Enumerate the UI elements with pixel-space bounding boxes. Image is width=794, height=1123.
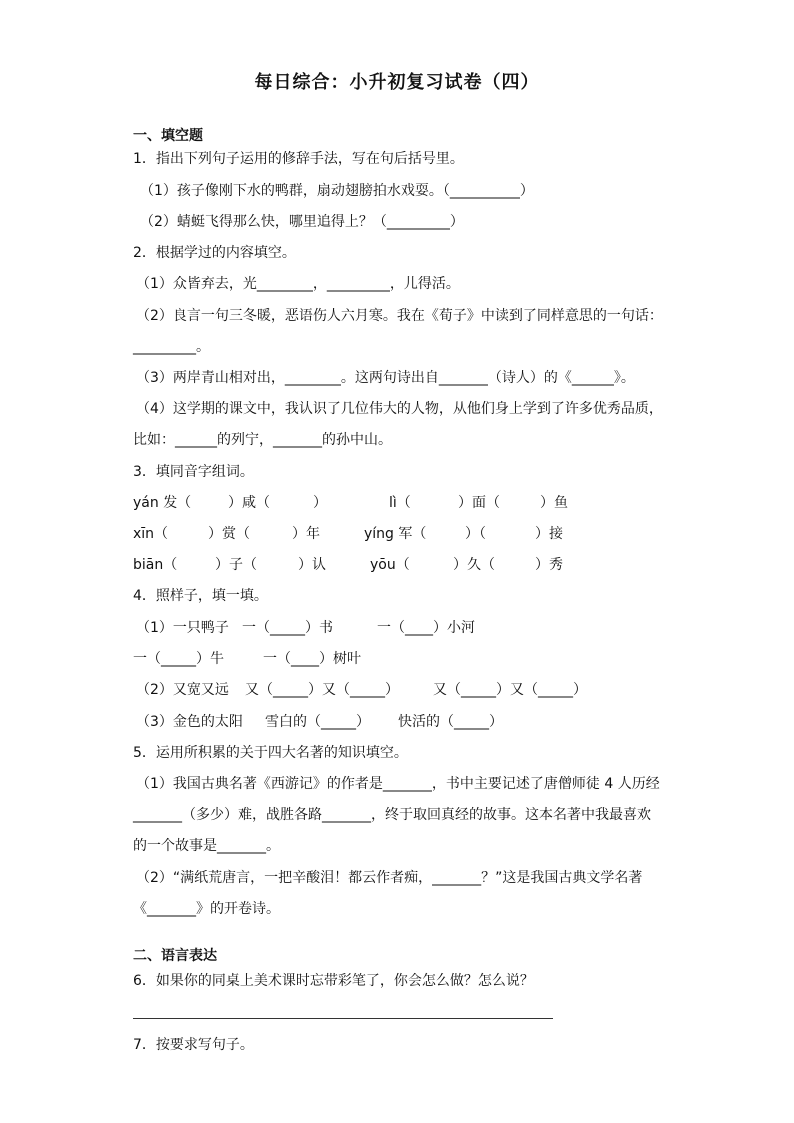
homophone-cell: ）子（: [215, 557, 257, 573]
question-1-stem: 1．指出下列句子运用的修辞手法，写在句后括号里。: [133, 151, 464, 167]
question-4-blank: 一（____）小河: [377, 620, 475, 636]
question-2-item-2-answer: _________。: [133, 339, 210, 355]
question-4-blank: 一（____）树叶: [263, 651, 361, 667]
homophone-cell: ）赏（: [208, 526, 250, 542]
homophone-cell: xīn（: [133, 526, 169, 542]
homophone-cell: ）认: [298, 557, 326, 573]
section-heading-fill-blanks: 一、填空题: [133, 128, 203, 144]
homophone-cell: ）鱼: [540, 495, 568, 511]
question-1-item-2: （2）蜻蜓飞得那么快，哪里追得上？（_________）: [140, 214, 464, 230]
homophone-cell: lì（: [389, 495, 411, 511]
question-4-blank: 一（_____）书: [242, 620, 333, 636]
question-4-example: （2）又宽又远: [136, 682, 229, 698]
homophone-cell: yán 发（: [133, 495, 192, 511]
question-5-item-2: （2）“满纸荒唐言，一把辛酸泪！都云作者痴，_______？”这是我国古典文学名著: [136, 870, 643, 886]
question-4-blank: 快活的（_____）: [398, 714, 503, 730]
section-heading-language-expression: 二、语言表达: [133, 948, 217, 964]
homophone-cell: yíng 军（: [364, 526, 427, 542]
answer-line: [133, 1018, 553, 1019]
homophone-cell: ）接: [535, 526, 563, 542]
homophone-cell: biān（: [133, 557, 178, 573]
question-7-stem: 7．按要求写句子。: [133, 1037, 254, 1053]
question-5-item-1-cont: _______（多少）难，战胜各路_______，终于取回真经的故事。这本名著中我最喜欢: [133, 807, 651, 823]
question-1-item-1: （1）孩子像刚下水的鸭群，扇动翅膀拍水戏耍。（__________）: [140, 183, 534, 199]
question-5-item-1: （1）我国古典名著《西游记》的作者是_______，书中主要记述了唐僧师徒 4 人历经: [136, 776, 660, 792]
homophone-cell: ）面（: [458, 495, 500, 511]
question-6-stem: 6．如果你的同桌上美术课时忘带彩笔了，你会怎么做？怎么说？: [133, 973, 534, 989]
question-2-item-4: （4）这学期的课文中，我认识了几位伟大的人物，从他们身上学到了许多优秀品质，: [136, 401, 663, 417]
homophone-cell: ）年: [292, 526, 320, 542]
question-2-item-1: （1）众皆弃去，光________，_________，儿得活。: [136, 276, 460, 292]
homophone-cell: yōu（: [370, 557, 410, 573]
question-2-item-4-cont: 比如：______的列宁，_______的孙中山。: [133, 432, 392, 448]
question-4-example: （1）一只鸭子: [136, 620, 229, 636]
homophone-cell: ）久（: [453, 557, 495, 573]
question-4-blank: 一（_____）牛: [133, 651, 224, 667]
question-3-stem: 3．填同音字组词。: [133, 464, 254, 480]
question-2-item-3: （3）两岸青山相对出，________。这两句诗出自_______（诗人）的《______》。: [136, 370, 635, 386]
question-4-blank: 又（_____）又（_____）: [245, 682, 399, 698]
question-5-stem: 5．运用所积累的关于四大名著的知识填空。: [133, 745, 408, 761]
question-2-stem: 2．根据学过的内容填空。: [133, 245, 296, 261]
question-4-stem: 4．照样子，填一填。: [133, 588, 268, 604]
homophone-cell: ）秀: [535, 557, 563, 573]
question-2-item-2: （2）良言一句三冬暖，恶语伤人六月寒。我在《荀子》中读到了同样意思的一句话：: [136, 308, 663, 324]
page-title: 每日综合：小升初复习试卷（四）: [254, 72, 540, 93]
homophone-cell: ）: [313, 495, 327, 511]
question-4-blank: 又（_____）又（_____）: [433, 682, 587, 698]
question-5-item-2-cont: 《_______》的开卷诗。: [133, 901, 280, 917]
question-4-example: （3）金色的太阳: [136, 714, 243, 730]
question-4-blank: 雪白的（_____）: [265, 714, 370, 730]
homophone-cell: ）（: [465, 526, 486, 542]
question-5-item-1-cont: 的一个故事是_______。: [133, 838, 280, 854]
homophone-cell: ）咸（: [228, 495, 270, 511]
